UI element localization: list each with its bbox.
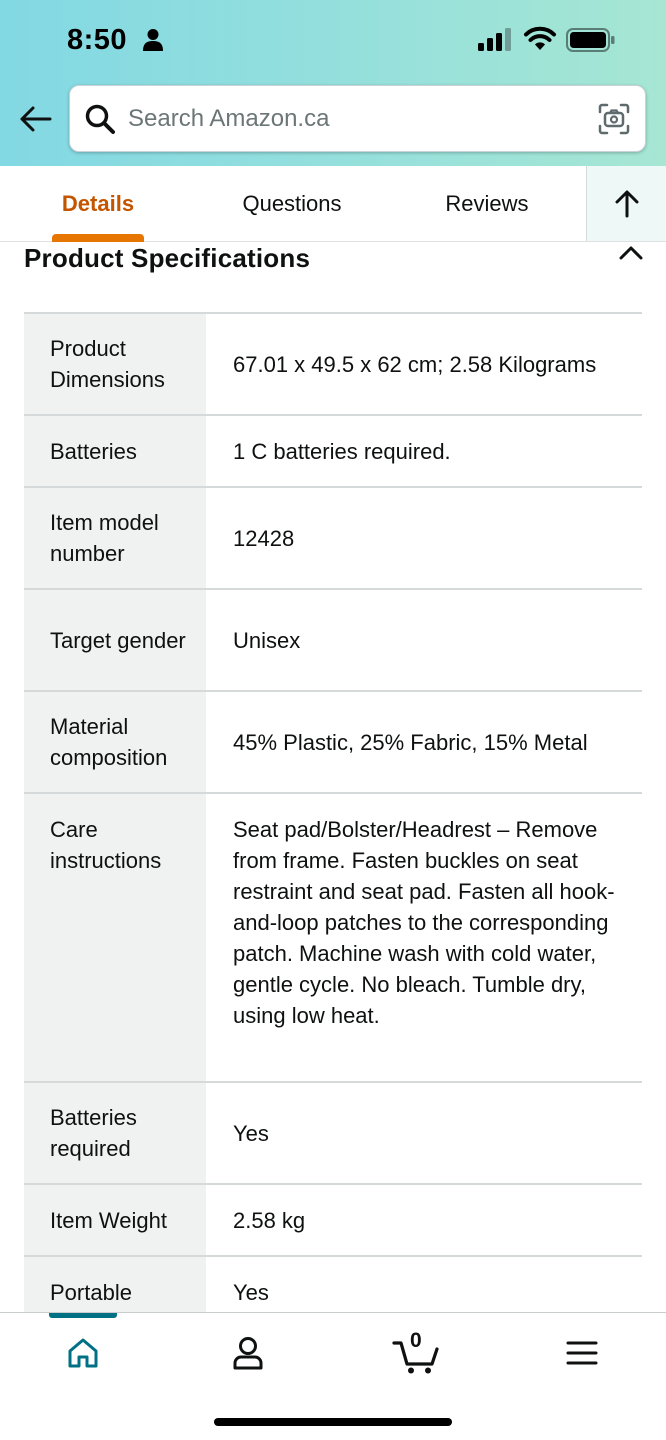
nav-active-indicator bbox=[49, 1313, 117, 1318]
table-row bbox=[24, 488, 642, 590]
account-icon bbox=[232, 1336, 264, 1370]
wifi-icon bbox=[524, 26, 556, 52]
status-bar bbox=[0, 0, 666, 80]
cart-count: 0 bbox=[410, 1329, 422, 1352]
spec-label: Material composition bbox=[24, 692, 206, 792]
spec-value: Seat pad/Bolster/Headrest – Remove from frame. Fasten buckles on seat restraint and seat pad. Fasten all hook-and-loop patches to the corresponding patch. Machine wash with cold water, gentle cycle. No bleach. Tumble dry, using low heat. bbox=[233, 817, 615, 1028]
top-header bbox=[0, 0, 666, 166]
scroll-to-top-button[interactable] bbox=[586, 166, 666, 241]
spec-label: Care instructions bbox=[24, 794, 206, 1081]
table-row bbox=[24, 794, 642, 1083]
spec-value: 1 C batteries required. bbox=[233, 438, 451, 464]
section-title: Product Specifications bbox=[24, 243, 311, 273]
spec-label: Portable bbox=[24, 1257, 206, 1327]
arrow-up-icon bbox=[614, 190, 640, 218]
search-box[interactable] bbox=[69, 85, 646, 152]
search-input[interactable] bbox=[128, 98, 578, 140]
home-icon bbox=[67, 1338, 99, 1368]
menu-icon bbox=[566, 1340, 598, 1366]
active-tab-indicator bbox=[52, 234, 144, 242]
status-time: 8:50 bbox=[67, 24, 128, 56]
table-row bbox=[24, 314, 642, 416]
spec-value: 12428 bbox=[233, 525, 295, 551]
spec-value: Yes bbox=[233, 1279, 269, 1305]
spec-label: Target gender bbox=[24, 590, 206, 690]
spec-value: 2.58 kg bbox=[233, 1207, 306, 1233]
battery-icon bbox=[566, 27, 616, 53]
camera-icon[interactable] bbox=[597, 102, 631, 136]
spec-value: Yes bbox=[233, 1120, 269, 1146]
tab-details[interactable]: Details bbox=[61, 191, 135, 216]
back-button[interactable] bbox=[14, 98, 56, 140]
table-row bbox=[24, 590, 642, 692]
nav-home[interactable] bbox=[53, 1331, 113, 1375]
nav-cart[interactable] bbox=[385, 1331, 449, 1375]
back-arrow-icon bbox=[18, 105, 52, 133]
nav-menu[interactable] bbox=[552, 1331, 612, 1375]
tab-bar bbox=[0, 166, 666, 242]
signal-icon bbox=[478, 28, 514, 52]
spec-value: 67.01 x 49.5 x 62 cm; 2.58 Kilograms bbox=[233, 351, 597, 377]
tab-questions[interactable]: Questions bbox=[242, 191, 342, 216]
search-icon bbox=[84, 103, 116, 135]
spec-label: Batteries required bbox=[24, 1083, 206, 1183]
table-row bbox=[24, 1185, 642, 1257]
table-row bbox=[24, 692, 642, 794]
tab-reviews[interactable]: Reviews bbox=[445, 191, 529, 216]
spec-label: Batteries bbox=[24, 416, 206, 486]
chevron-up-icon[interactable] bbox=[616, 241, 646, 265]
spec-value: 45% Plastic, 25% Fabric, 15% Metal bbox=[233, 729, 588, 755]
spec-label: Item model number bbox=[24, 488, 206, 588]
home-indicator bbox=[214, 1418, 452, 1426]
table-row bbox=[24, 1083, 642, 1185]
spec-label: Item Weight bbox=[24, 1185, 206, 1255]
nav-account[interactable] bbox=[218, 1331, 278, 1375]
person-icon bbox=[143, 28, 163, 52]
spec-value: Unisex bbox=[233, 627, 301, 653]
table-row bbox=[24, 416, 642, 488]
spec-table bbox=[24, 312, 642, 1329]
spec-label: Product Dimensions bbox=[24, 314, 206, 414]
